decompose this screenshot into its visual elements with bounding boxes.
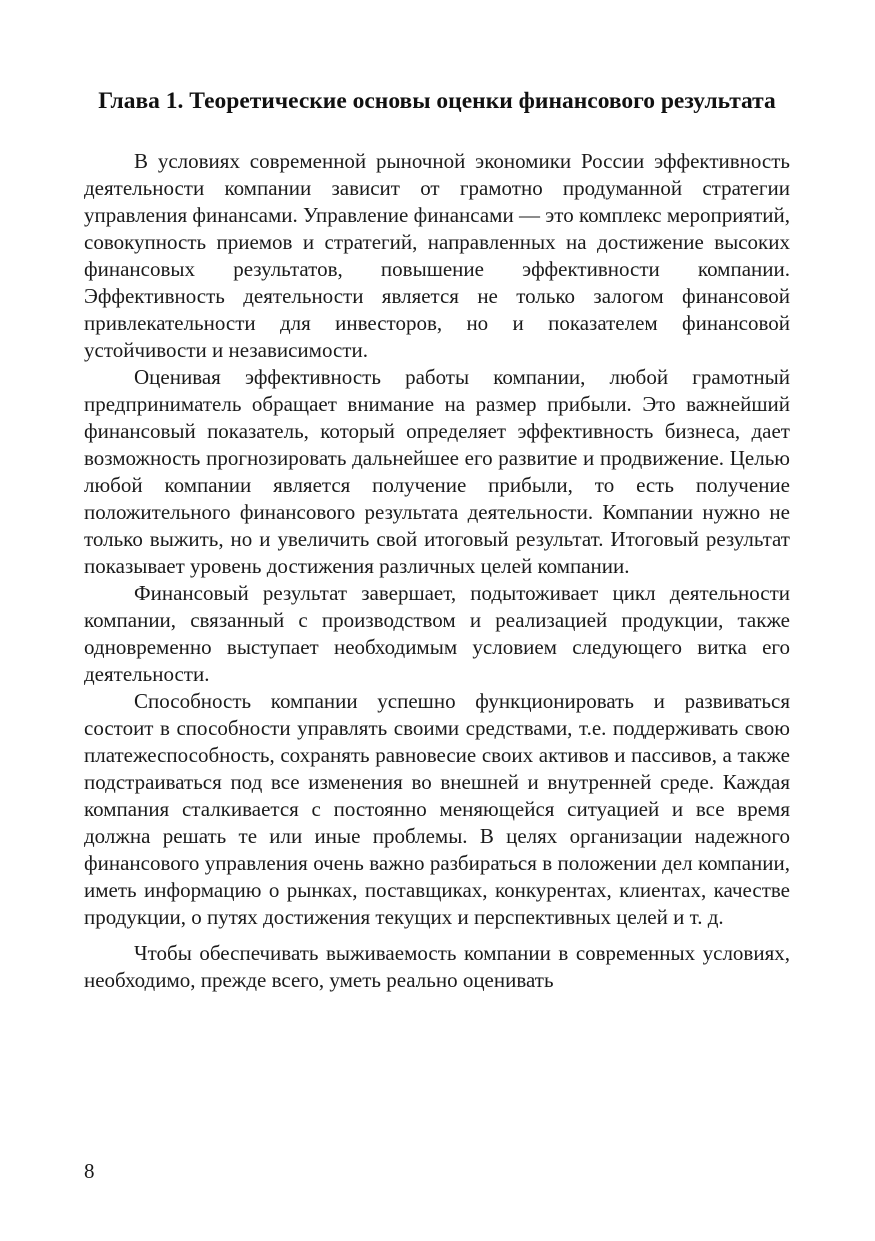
paragraph-5: Чтобы обеспечивать выживаемость компании в современных условиях, необходимо, прежде всего, уметь реально оценивать bbox=[84, 941, 790, 992]
page-number: 8 bbox=[84, 1159, 95, 1183]
paragraph-2: Оценивая эффективность работы компании, любой грамотный предприниматель обращает внимание на размер прибыли. Это важнейший финансовый показатель, который определяет эффективность бизнеса, дает возможность прогнозировать дальнейшее его развитие и продвижение. Целью любой компании является получение прибыли, то есть получение положительного финансового результата деятельности. Компании нужно не только выжить, но и увеличить свой итоговый результат. Итоговый результат показывает уровень достижения различных целей компании. bbox=[84, 365, 790, 578]
paragraph-3: Финансовый результат завершает, подытоживает цикл деятельности компании, связанный с производством и реализацией продукции, также одновременно выступает необходимым условием следующего витка его деятельности. bbox=[84, 581, 790, 686]
chapter-title: Глава 1. Теоретические основы оценки финансового результата bbox=[98, 88, 776, 114]
document-page bbox=[84, 86, 790, 994]
paragraph-1: В условиях современной рыночной экономики России эффективность деятельности компании зависит от грамотно продуманной стратегии управления финансами. Управление финансами — это комплекс мероприятий, совокупность приемов и стратегий, направленных на достижение высоких финансовых результатов, повышение эффективности компании. Эффективность деятельности является не только залогом финансовой привлекательности для инвесторов, но и показателем финансовой устойчивости и независимости. bbox=[84, 149, 790, 362]
paragraph-4: Способность компании успешно функционировать и развиваться состоит в способности управлять своими средствами, т.е. поддерживать свою платежеспособность, сохранять равновесие своих активов и пассивов, а также подстраиваться под все изменения во внешней и внутренней среде. Каждая компания сталкивается с постоянно меняющейся ситуацией и все время должна решать те или иные проблемы. В целях организации надежного финансового управления очень важно разбираться в положении дел компании, иметь информацию о рынках, поставщиках, конкурентах, клиентах, качестве продукции, о путях достижения текущих и перспективных целей и т. д. bbox=[84, 689, 790, 929]
